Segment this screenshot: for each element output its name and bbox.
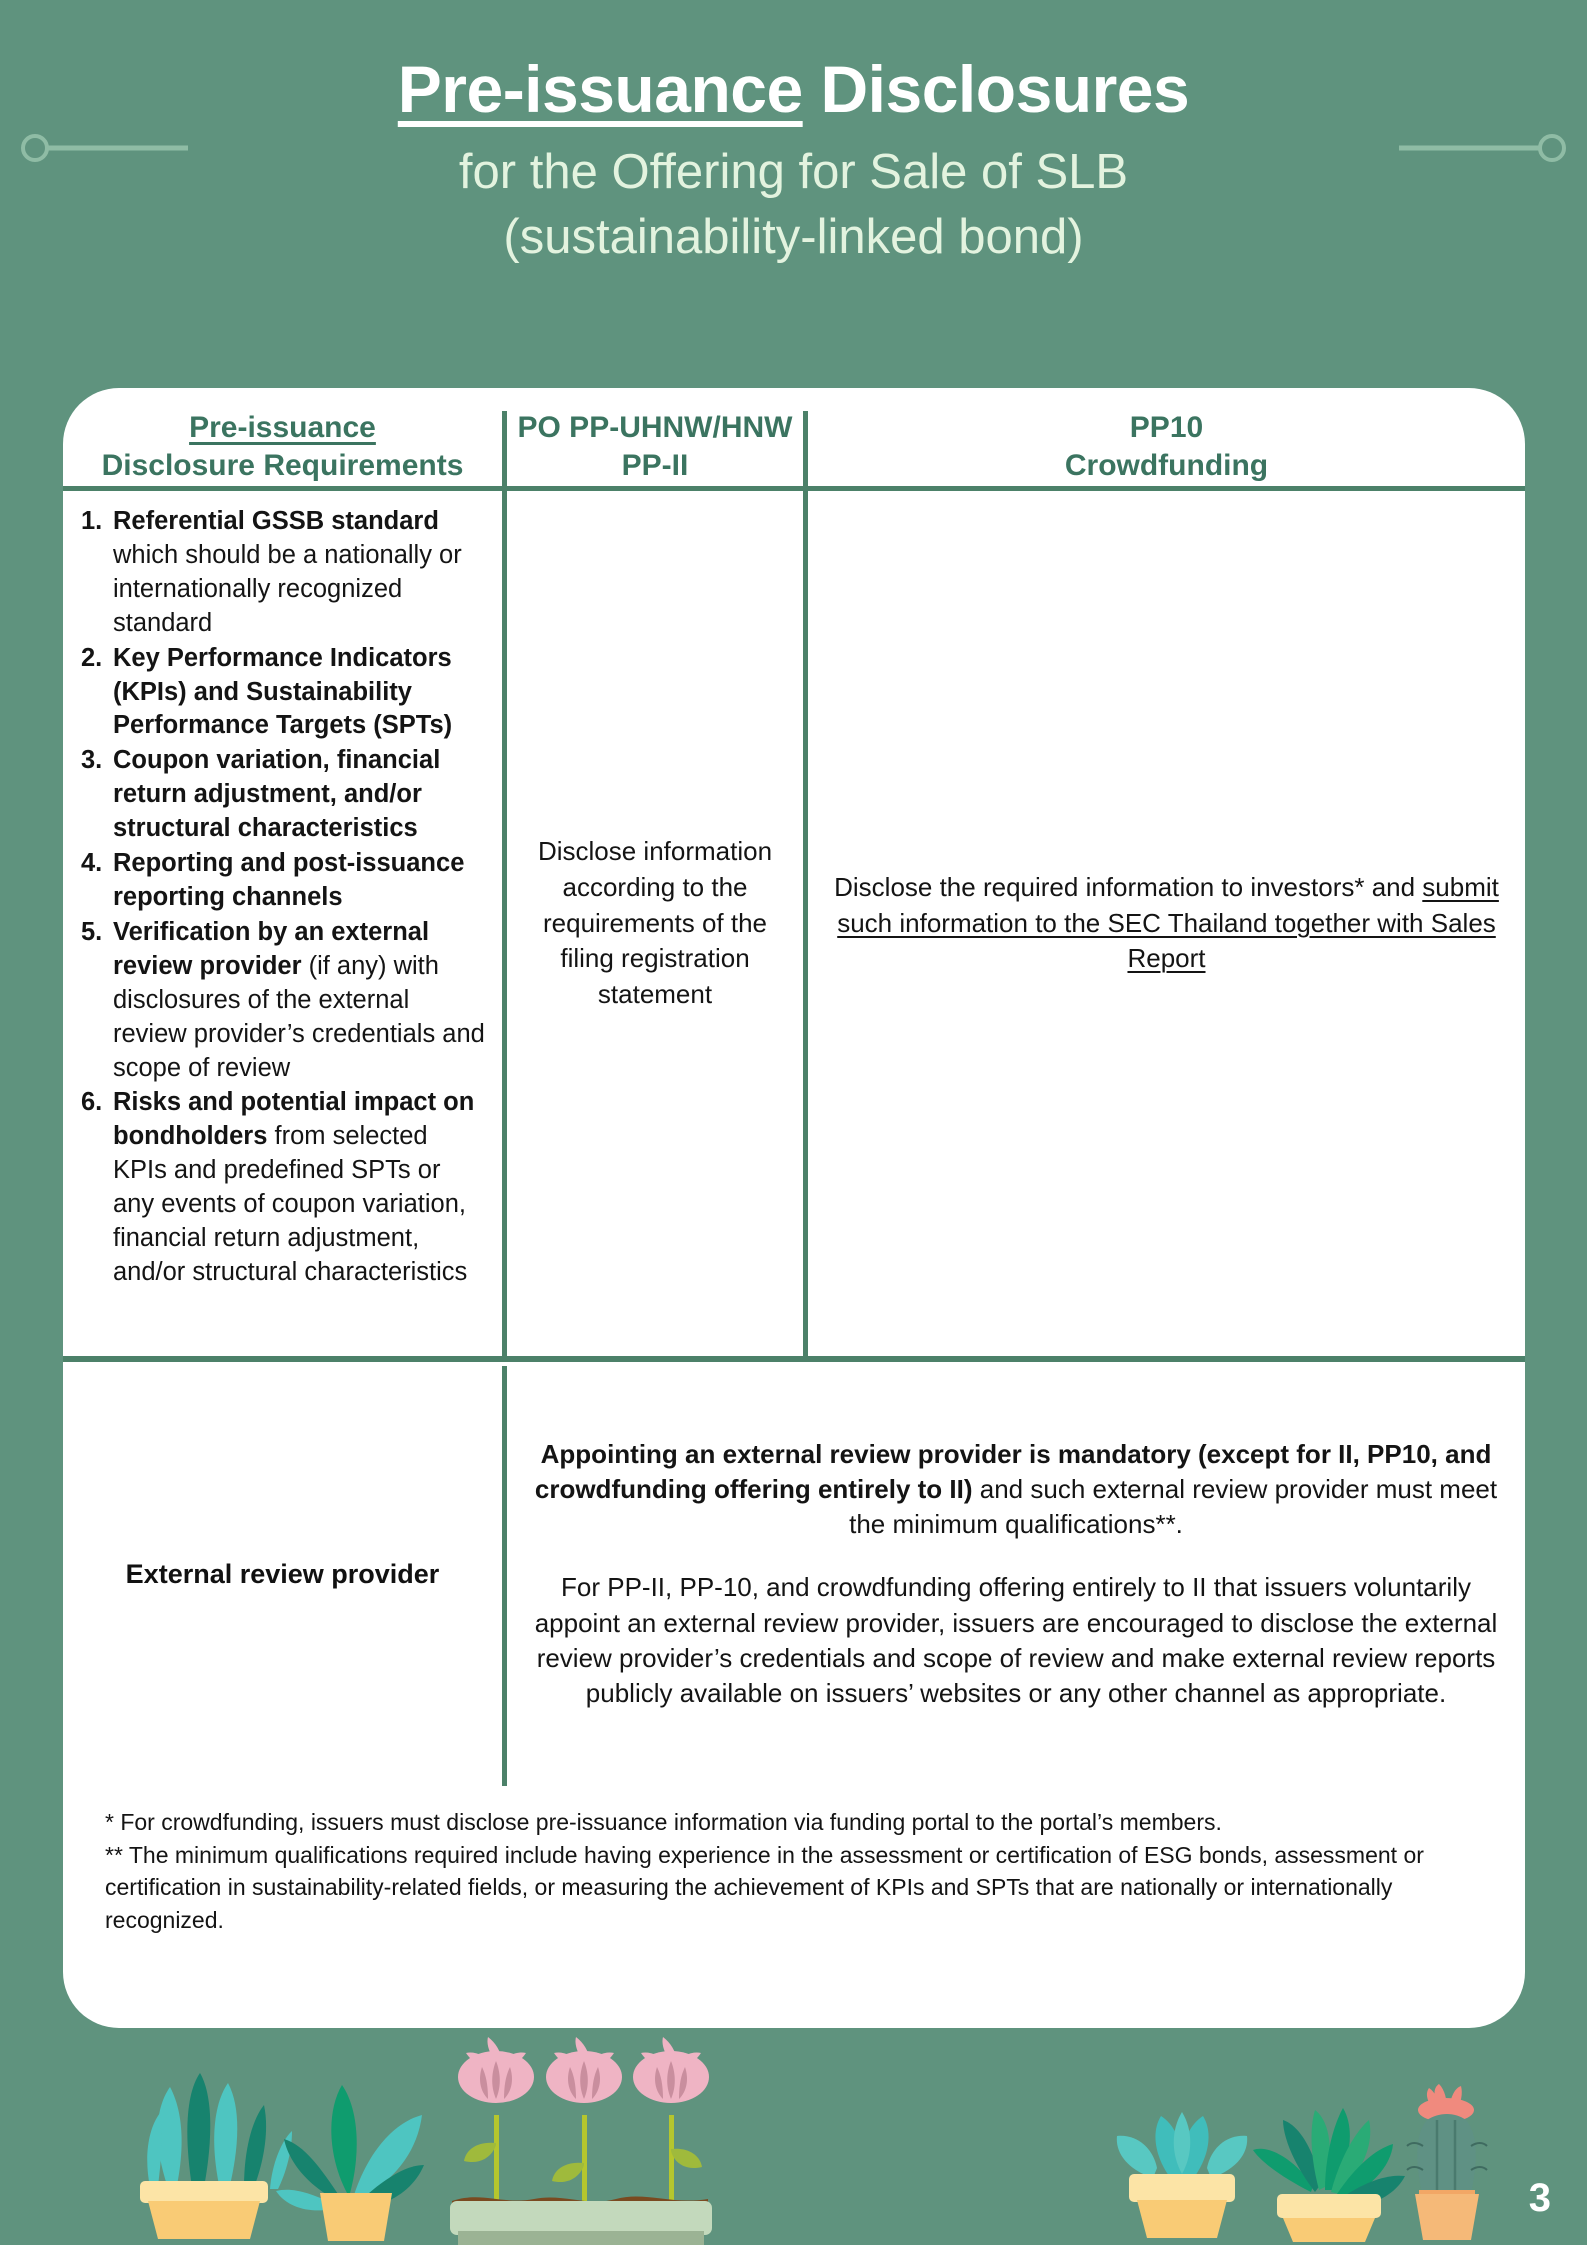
page-subtitle [0,140,1587,269]
requirement-item [81,916,486,1086]
cell-po-text: Disclose information according to the requirements of the filing registration statement [537,835,773,1010]
requirement-item [81,642,486,744]
cell-pp10-text [826,870,1507,978]
requirement-text [113,916,486,1086]
external-review-p1-rest: and such external review provider must meet the minimum qualifications**. [849,1474,1498,1540]
cell-pp10-underlined: submit such information to the SEC Thailand together with Sales Report [837,871,1499,974]
requirement-number: 2. [81,643,103,672]
requirements-list [81,505,486,1290]
external-review-label-cell [63,1362,502,1786]
requirement-text-rest: which should be a nationally or internationally recognized standard [113,540,462,637]
requirement-text [113,744,486,846]
requirement-number: 6. [81,1088,103,1117]
plants-illustration-right [1093,2050,1523,2245]
external-review-label: External review provider [125,1558,440,1589]
requirement-number: 5. [81,917,103,946]
disclosure-table [63,388,1525,2028]
requirements-cell [63,491,502,1356]
cell-pp10-plain: Disclose the required information to investors* and [834,871,1423,902]
flower-box-icon [450,2037,712,2245]
table-header-requirements-line1: Pre-issuance [189,410,376,444]
requirement-text [113,642,486,744]
external-review-paragraph-1 [533,1437,1499,1542]
agave-plant-icon [1253,2108,1405,2242]
page-title [0,52,1587,126]
table-header-po [507,406,803,488]
requirement-text-rest: (if any) with disclosures of the external review provider’s credentials and scope of review [113,951,485,1082]
requirement-text-bold: Risks and potential impact on bondholders [113,1088,475,1151]
cell-pp10-crowdfunding [808,491,1525,1356]
table-header-requirements-line2: Disclosure Requirements [101,449,464,482]
page-number: 3 [1528,2176,1551,2220]
requirement-text-bold: Key Performance Indicators (KPIs) and Sustainability Performance Targets (SPTs) [113,643,453,740]
table-header-pp10-line1: PP10 [1129,410,1204,444]
footnote-2: ** The minimum qualifications required include having experience in the assessment or certification of ESG bonds, assessment or certification in sustainability-related fields, or measuring the achievement of KPIs and SPTs that are nationally or internationally recognized. [105,1841,1424,1933]
table-header-requirements [63,406,502,488]
requirement-text [113,505,486,641]
spiky-plant-icon [140,2073,292,2239]
external-review-paragraph-2: For PP-II, PP-10, and crowdfunding offering entirely to II that issuers voluntarily appoint an external review provider, issuers are encouraged to disclose the external review provider’s credentials and scope of review and make external review reports publicly available on issuers’ websites or any other channel as appropriate. [534,1572,1498,1708]
cell-po-requirements [507,491,803,1356]
table-header-pp10 [808,406,1525,488]
external-review-p1-bold: Appointing an external review provider is mandatory (except for II, PP10, and crowdfunding offering entirely to II) [534,1439,1492,1505]
page-title-rest: Disclosures [802,52,1190,126]
page-title-emphasis: Pre-issuance [397,52,803,126]
requirement-text-bold: Referential GSSB standard [113,507,439,535]
requirement-number: 3. [81,746,103,775]
page-header [0,0,1587,375]
requirement-text [113,847,486,915]
requirement-number: 1. [81,507,103,535]
requirement-item [81,847,486,915]
content-card [63,388,1525,2028]
requirement-item [81,505,486,641]
external-review-body-cell [507,1362,1525,1786]
page-subtitle-line1: for the Offering for Sale of SLB [458,145,1129,199]
footnotes [63,1806,1525,1937]
requirement-text-bold: Verification by an external review provider [113,917,430,980]
requirement-number: 4. [81,849,103,878]
requirement-item [81,1086,486,1289]
cactus-plant-icon [1407,2084,1487,2240]
table-header-pp10-line2: Crowdfunding [1064,449,1269,482]
table-header-po-line1: PO PP-UHNW/HNW [517,410,793,444]
requirement-text-bold: Reporting and post-issuance reporting channels [113,849,465,911]
succulent-plant-icon [1117,2112,1247,2238]
requirement-text-rest: from selected KPIs and predefined SPTs or any events of coupon variation, financial return adjustment, and/or structural characteristics [113,1122,468,1286]
broadleaf-plant-icon [276,2085,424,2241]
footnote-1: * For crowdfunding, issuers must disclose pre-issuance information via funding portal to the portal’s members. [105,1809,1222,1835]
requirement-text-bold: Coupon variation, financial return adjustment, and/or structural characteristics [113,746,441,843]
page-subtitle-line2: (sustainability-linked bond) [503,209,1084,264]
table-header-po-line2: PP-II [621,449,689,482]
plants-illustration-left [92,2015,752,2245]
requirement-text [113,1086,486,1289]
requirement-item [81,744,486,846]
